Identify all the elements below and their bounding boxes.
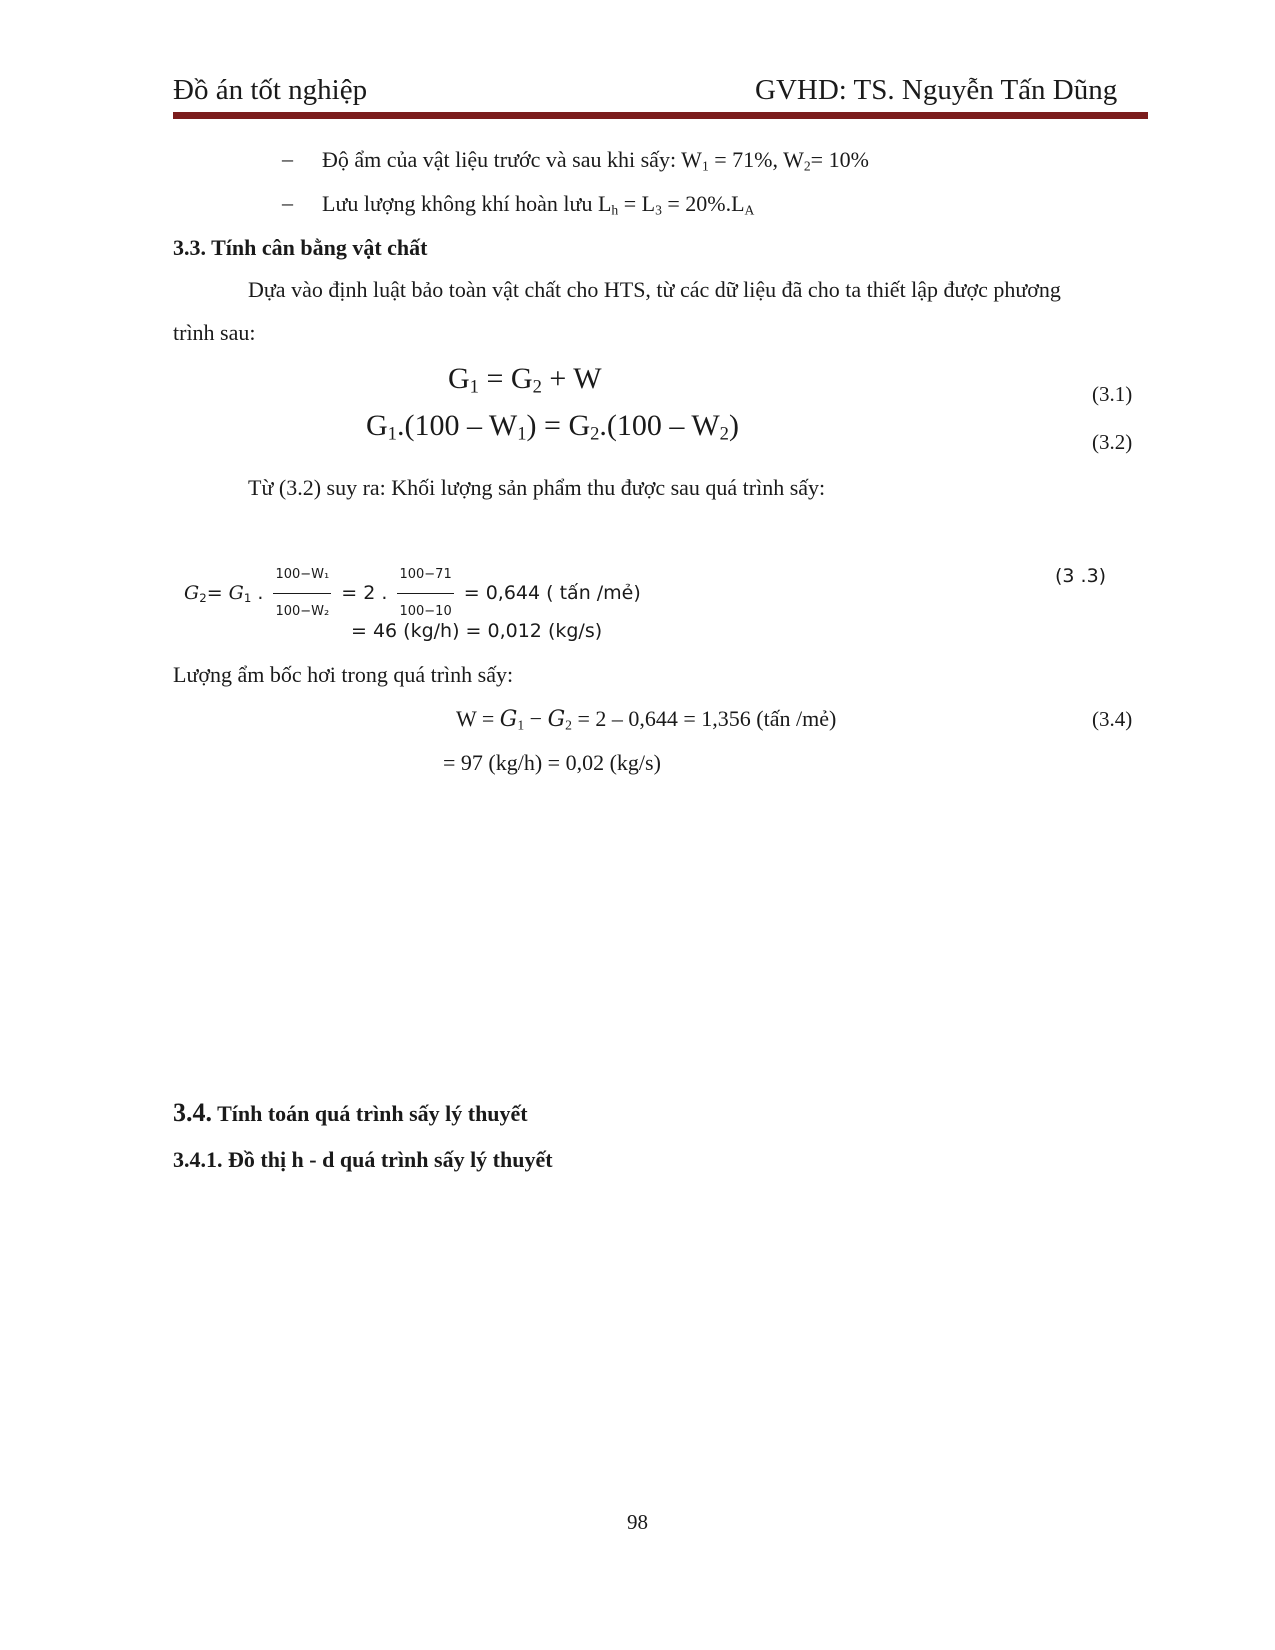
equation-number-3-3: (3 .3) [1055, 565, 1107, 587]
header-rule [173, 112, 1148, 119]
equation-3-4-line2: = 97 (kg/h) = 0,02 (kg/s) [443, 750, 661, 775]
equation-3-3-line2: = 46 (kg/h) = 0,012 (kg/s) [351, 620, 603, 642]
page-number: 98 [627, 1510, 648, 1534]
derive-text: Từ (3.2) suy ra: Khối lượng sản phẩm thu được sau quá trình sấy: [248, 475, 826, 500]
equation-number-3-2: (3.2) [1092, 430, 1133, 454]
section-heading-3-3: 3.3. Tính cân bằng vật chất [173, 235, 428, 260]
equation-3-3: $G_2= G_1$ . $\frac{\text{100−W₁}}{\text{100−W₂}}$ = 2 . $\frac{100-71}{100-10}$ = 0,644 ( tấn /mẻ) [184, 558, 641, 629]
fraction-moisture-numeric: $\frac{100-71}{100-10}$ [397, 558, 453, 629]
paragraph-line-2: trình sau: [173, 320, 256, 345]
subsection-heading-3-4-1: 3.4.1. Đồ thị h - d quá trình sấy lý thuyết [173, 1147, 553, 1172]
section-heading-3-4: 3.4. Tính toán quá trình sấy lý thuyết [173, 1098, 528, 1127]
header-left-title: Đồ án tốt nghiệp [173, 74, 368, 106]
moisture-evaporation-text: Lượng ẩm bốc hơi trong quá trình sấy: [173, 662, 514, 687]
fraction-moisture-symbolic: $\frac{\text{100−W₁}}{\text{100−W₂}}$ [273, 558, 331, 629]
equation-number-3-1: (3.1) [1092, 382, 1133, 406]
header-right-advisor: GVHD: TS. Nguyễn Tấn Dũng [755, 74, 1118, 106]
equation-number-3-4: (3.4) [1092, 707, 1133, 731]
equation-3-4: $W = G_1 - G_2 = 2 - 0,644 = 1,356$ (tấn /mẻ) [456, 706, 837, 733]
bullet-dash: – [282, 146, 293, 171]
bullet-text: Độ ẩm của vật liệu trước và sau khi sấy: $W_1 = 71\%$, $W_2= 10\%$ [322, 147, 869, 174]
equation-3-2: $G_1.(100 - W_1) = G_2.(100 - W_2)$ [366, 409, 739, 445]
bullet-text: Lưu lượng không khí hoàn lưu $L_h = L_3 = 20\%.L_A$ [322, 191, 755, 218]
paragraph-line-1: Dựa vào định luật bảo toàn vật chất cho HTS, từ các dữ liệu đã cho ta thiết lập được phương [248, 277, 1061, 302]
equation-3-1: $G_1 = G_2 + W$ [448, 362, 602, 398]
bullet-dash: – [282, 190, 293, 215]
